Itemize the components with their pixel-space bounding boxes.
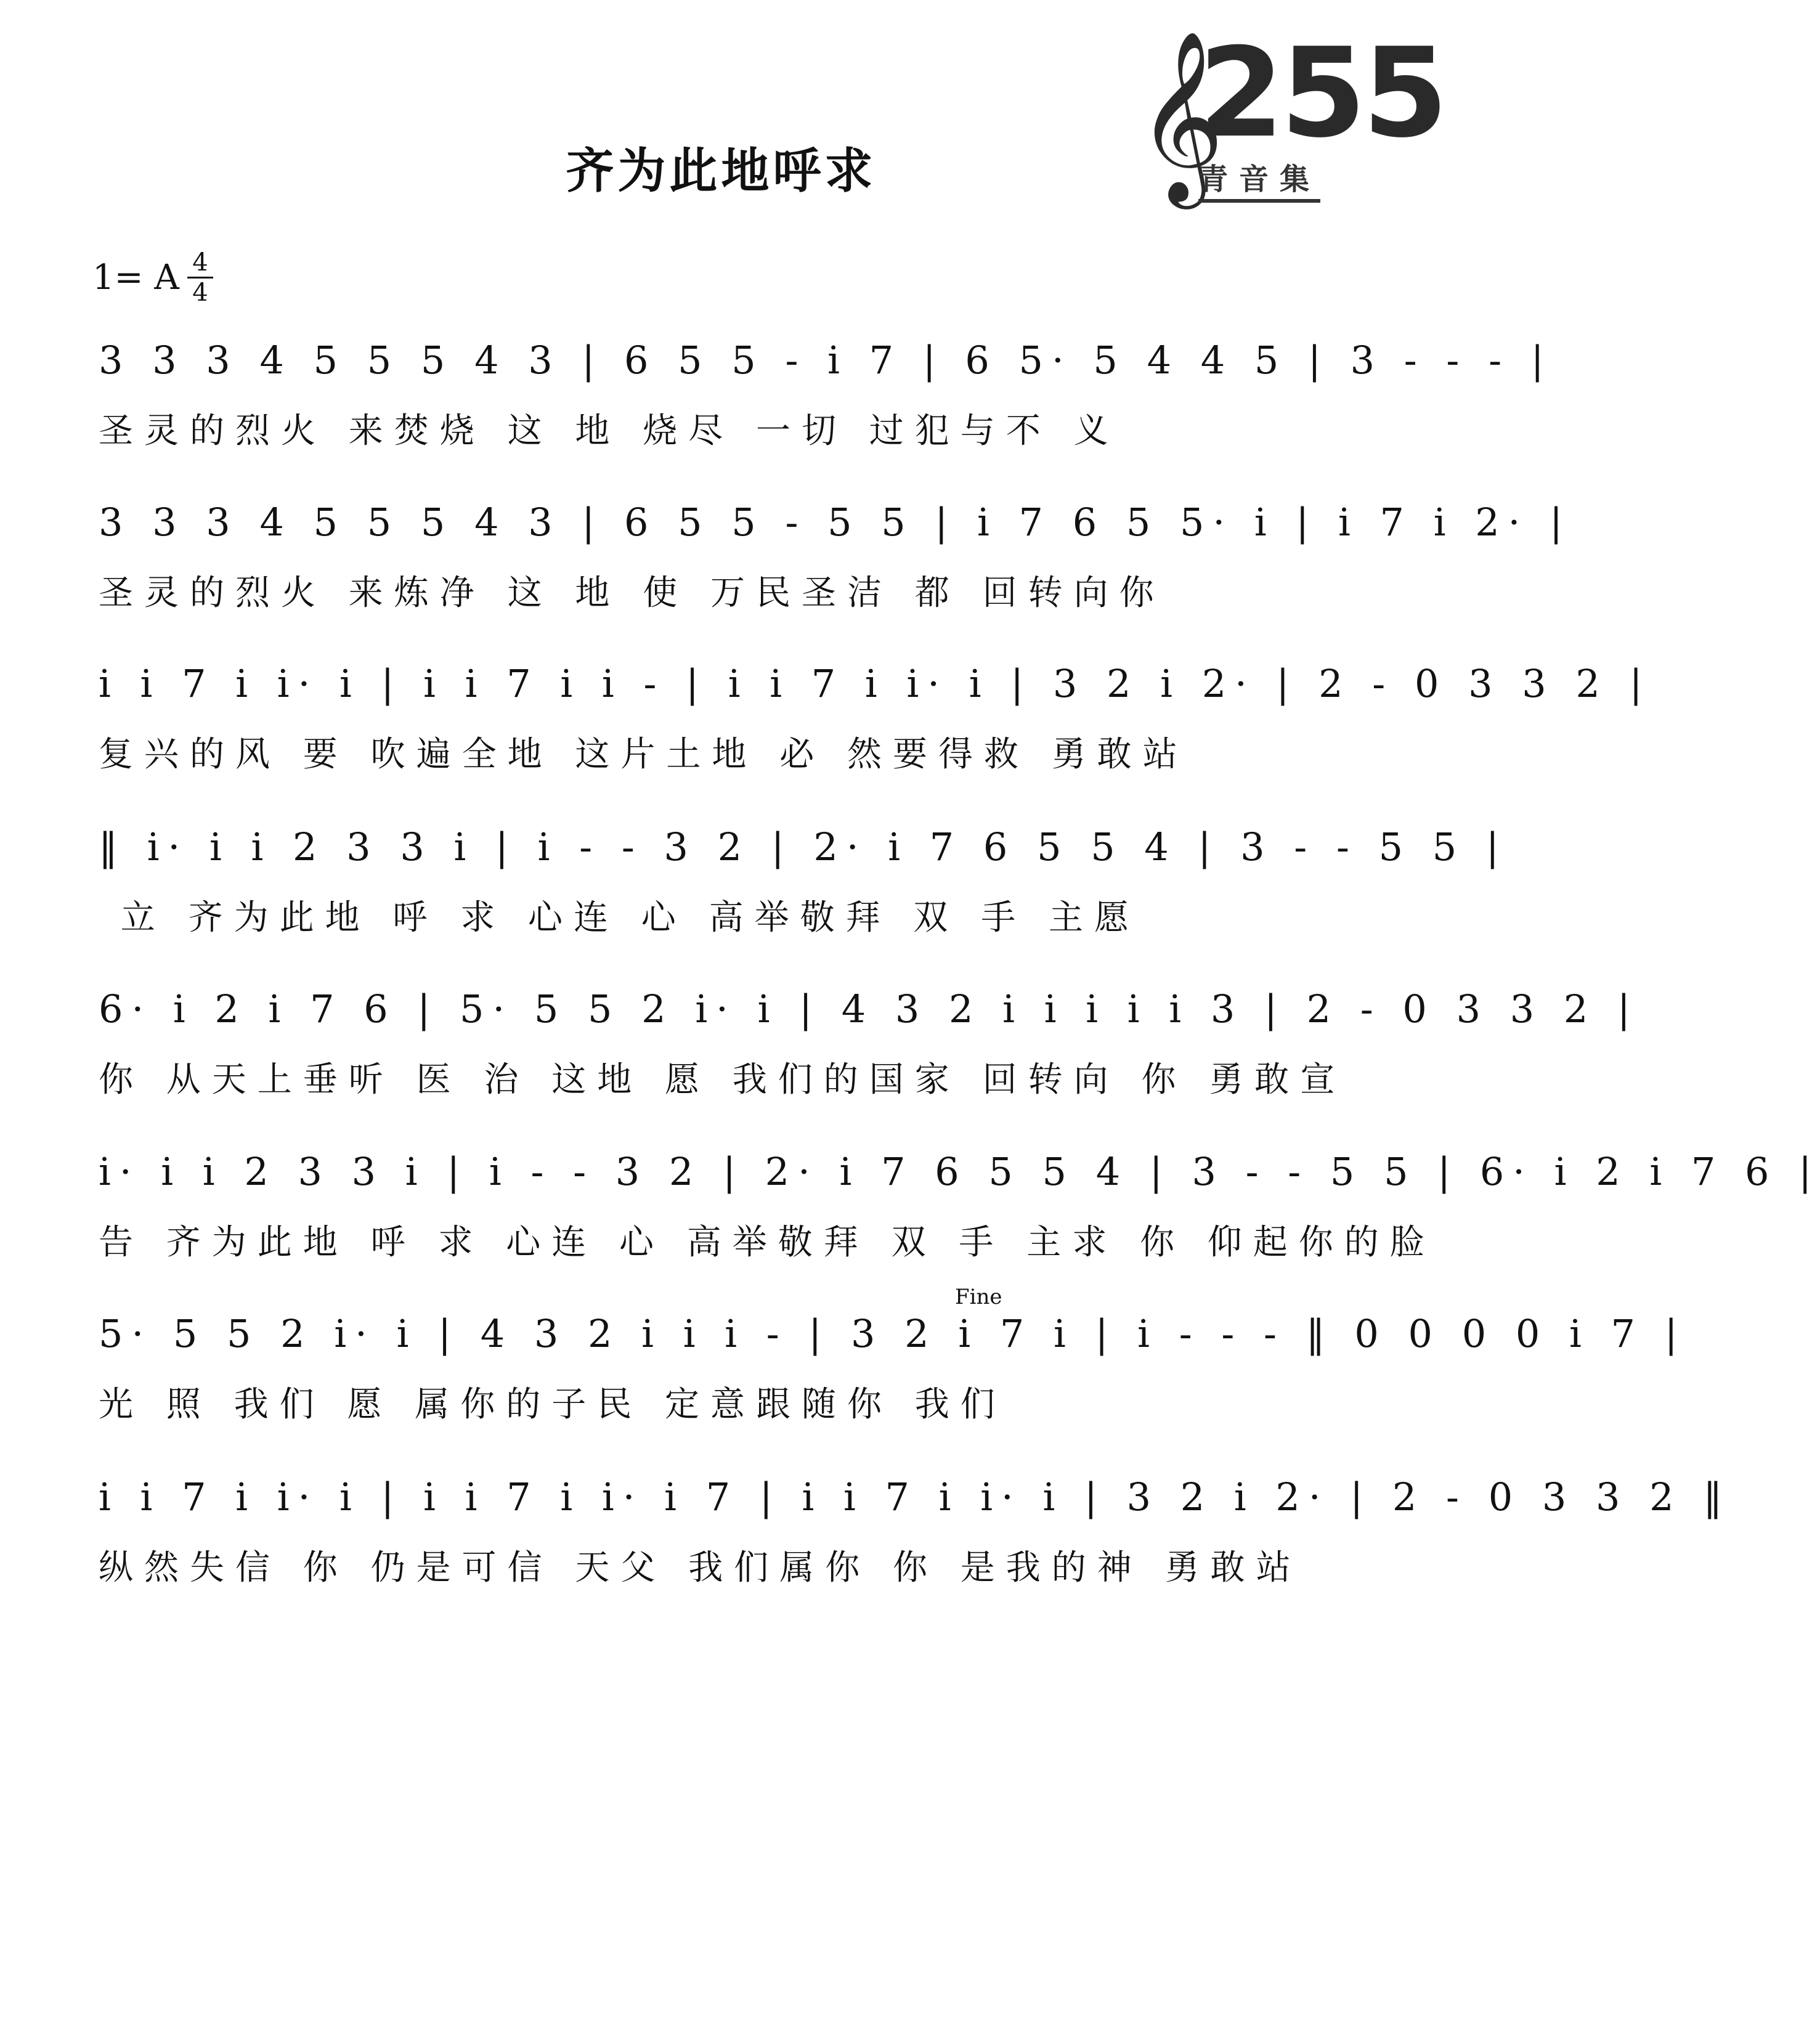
- lyrics-line: 复兴的风 要 吹遍全地 这片土地 必 然要得救 勇敢站: [99, 734, 1188, 775]
- staff-row: [99, 336, 1553, 471]
- staff-row: [99, 498, 1571, 633]
- lyrics-line: 告 齐为此地 呼 求 心连 心 高举敬拜 双 手 主求 你 仰起你的脸: [99, 1222, 1436, 1262]
- notation-line: ‖ i· i i 2 3 3 i | i - - 3 2 | 2· i 7 6 5 5 4 | 3 - - 5 5 |: [99, 824, 1508, 869]
- notation-line: 6· i 2 i 7 6 | 5· 5 5 2 i· i | 4 3 2 i i i i i 3 | 2 - 0 3 3 2 |: [99, 986, 1639, 1031]
- meter-top: 4: [192, 248, 208, 277]
- meter-bottom: 4: [192, 279, 208, 307]
- notation-line: i· i i 2 3 3 i | i - - 3 2 | 2· i 7 6 5 5 4 | 3 - - 5 5 | 6· i 2 i 7 6 |: [99, 1149, 1820, 1194]
- notation-line: i i 7 i i· i | i i 7 i i· i 7 | i i 7 i i· i | 3 2 i 2· | 2 - 0 3 3 2 ‖: [99, 1474, 1731, 1519]
- staff-row: [99, 659, 1651, 795]
- logo-subtitle: 青音集: [1198, 155, 1320, 203]
- staff-row: [99, 1473, 1731, 1608]
- staff-row: [99, 1285, 1686, 1445]
- notation-line: 3 3 3 4 5 5 5 4 3 | 6 5 5 - 5 5 | i 7 6 5 5· i | i 7 i 2· |: [99, 500, 1571, 545]
- song-title: 齐为此地呼求: [566, 144, 877, 199]
- fine-marker: Fine: [955, 1285, 1002, 1309]
- lyrics-line: 立 齐为此地 呼 求 心连 心 高举敬拜 双 手 主愿: [99, 898, 1140, 938]
- treble-clef-icon: 𝄞: [1137, 29, 1224, 201]
- lyrics-line: 圣灵的烈火 来炼净 这 地 使 万民圣洁 都 回转向你: [99, 573, 1165, 613]
- lyrics-line: 纵然失信 你 仍是可信 天父 我们属你 你 是我的神 勇敢站: [99, 1548, 1302, 1588]
- logo-number: 255: [1198, 22, 1445, 165]
- notation-line: i i 7 i i· i | i i 7 i i - | i i 7 i i· i | 3 2 i 2· | 2 - 0 3 3 2 |: [99, 661, 1651, 706]
- lyrics-line: 圣灵的烈火 来焚烧 这 地 烧尽 一切 过犯与不 义: [99, 411, 1119, 451]
- staff-row: [99, 985, 1639, 1120]
- notation-line: 5· 5 5 2 i· i | 4 3 2 i i i - | 3 2 i 7 i | i - - - ‖ 0 0 0 0 i 7 |: [99, 1311, 1686, 1356]
- lyrics-line: 你 从天上垂听 医 治 这地 愿 我们的国家 回转向 你 勇敢宣: [99, 1060, 1346, 1100]
- lyrics-line: 光 照 我们 愿 属你的子民 定意跟随你 我们: [99, 1384, 1006, 1425]
- notation-line: 3 3 3 4 5 5 5 4 3 | 6 5 5 - i 7 | 6 5· 5 4 4 5 | 3 - - - |: [99, 338, 1553, 383]
- key-signature: 1= A: [92, 258, 179, 298]
- staff-row: [99, 823, 1508, 958]
- time-signature: [185, 250, 216, 306]
- publisher-logo: [1137, 22, 1445, 201]
- staff-row: [99, 1147, 1820, 1283]
